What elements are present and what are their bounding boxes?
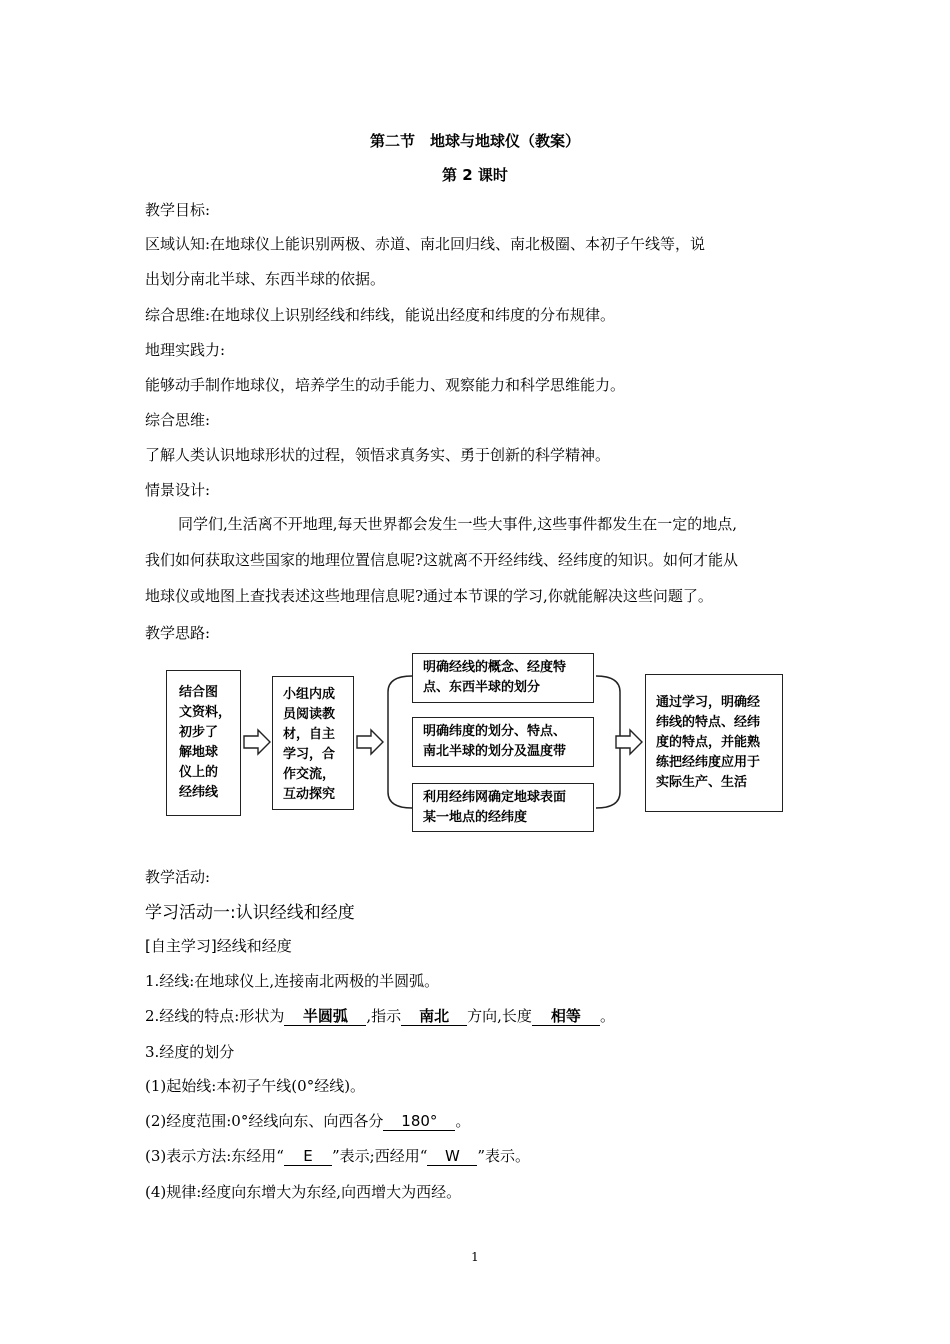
- objective-practice: 能够动手制作地球仪，培养学生的动手能力、观察能力和科学思维能力。: [145, 376, 626, 394]
- flow-box-longitude-line: 明确经线的概念、经度特: [423, 660, 567, 675]
- flow-box-latitude: [412, 717, 594, 767]
- flow-arrow-1-icon: [242, 727, 272, 757]
- item-3-3: [145, 1145, 530, 1166]
- item-3-3-prefix: (3)表示方法:东经用“: [145, 1147, 284, 1165]
- item-3: 3.经度的划分: [145, 1043, 235, 1061]
- flow-box-outcome-line: 练把经纬度应用于: [656, 755, 761, 770]
- activities-heading: 教学活动:: [145, 868, 211, 886]
- item-3-2-end: 。: [455, 1112, 471, 1130]
- flow-box-step2-line: 互动探究: [283, 787, 336, 802]
- objective-thinking2: 了解人类认识地球形状的过程，领悟求真务实、勇于创新的科学精神。: [145, 446, 611, 464]
- thinking2-heading: 综合思维:: [145, 411, 211, 429]
- item-2-end: 。: [599, 1007, 615, 1025]
- item-2-prefix: 2.经线的特点:形状为: [145, 1007, 285, 1025]
- item-3-3-end: ”表示。: [477, 1147, 531, 1165]
- flow-box-step2-line: 材，自主: [283, 727, 336, 742]
- item-2: [145, 1005, 615, 1026]
- document-title: 第二节 地球与地球仪（教案）: [369, 132, 580, 150]
- flow-box-step2-line: 小组内成: [283, 687, 336, 702]
- lesson-subtitle: 第 2 课时: [442, 166, 508, 184]
- flow-box-coordinates: [412, 783, 594, 832]
- flow-box-outcome: [645, 674, 783, 812]
- flow-box-outcome-line: 度的特点，并能熟: [656, 735, 761, 750]
- scenario-line2: 我们如何获取这些国家的地理位置信息呢?这就离不开经纬线、经纬度的知识。如何才能从: [145, 551, 739, 569]
- answer-blank-range: 180°: [383, 1113, 455, 1131]
- objectives-heading: 教学目标:: [145, 201, 211, 219]
- flow-box-step2: [272, 676, 354, 810]
- answer-blank-shape: 半圆弧: [284, 1008, 366, 1026]
- flow-box-step1: [166, 670, 241, 816]
- answer-blank-length: 相等: [532, 1008, 600, 1026]
- flow-box-coordinates-line: 利用经纬网确定地球表面: [423, 790, 567, 805]
- scenario-heading: 情景设计:: [145, 481, 211, 499]
- answer-blank-east: E: [284, 1148, 332, 1166]
- flow-box-step2-line: 学习，合: [283, 747, 336, 762]
- flow-box-step1-line: 仪上的: [179, 765, 219, 780]
- flow-box-longitude-line: 点、东西半球的划分: [423, 680, 541, 695]
- item-3-4: (4)规律:经度向东增大为东经,向西增大为西经。: [145, 1183, 462, 1201]
- practice-heading: 地理实践力:: [145, 341, 226, 359]
- scenario-line3: 地球仪或地图上查找表述这些地理信息呢?通过本节课的学习,你就能解决这些问题了。: [145, 587, 713, 605]
- flow-arrow-3-icon: [614, 727, 644, 757]
- flow-box-outcome-line: 通过学习，明确经: [656, 695, 761, 710]
- answer-blank-direction: 南北: [401, 1008, 467, 1026]
- flow-box-latitude-line: 南北半球的划分及温度带: [423, 744, 567, 759]
- objective-region-line1: 区域认知:在地球仪上能识别两极、赤道、南北回归线、南北极圈、本初子午线等，说: [145, 235, 706, 253]
- flow-box-longitude: [412, 653, 594, 703]
- scenario-line1: 同学们,生活离不开地理,每天世界都会发生一些大事件,这些事件都发生在一定的地点,: [178, 515, 738, 533]
- page-number: 1: [471, 1250, 479, 1264]
- item-3-2: [145, 1110, 470, 1131]
- flow-box-step1-line: 结合图: [179, 685, 219, 700]
- item-2-mid2: 方向,长度: [467, 1007, 532, 1025]
- self-study-heading: [自主学习]经线和经度: [145, 937, 292, 955]
- flow-box-step2-line: 作交流，: [283, 767, 336, 782]
- flow-box-step1-line: 经纬线: [179, 785, 219, 800]
- objective-region-line2: 出划分南北半球、东西半球的依据。: [145, 270, 386, 288]
- flow-box-step2-line: 员阅读教: [283, 707, 336, 722]
- flow-box-step1-line: 解地球: [179, 745, 219, 760]
- item-3-1: (1)起始线:本初子午线(0°经线)。: [145, 1077, 366, 1095]
- flow-box-outcome-line: 纬线的特点、经纬: [656, 715, 761, 730]
- flow-box-coordinates-line: 某一地点的经纬度: [423, 810, 528, 825]
- objective-thinking: 综合思维:在地球仪上识别经线和纬线，能说出经度和纬度的分布规律。: [145, 306, 616, 324]
- flow-box-step1-line: 文资料，: [179, 705, 232, 720]
- item-1: 1.经线:在地球仪上,连接南北两极的半圆弧。: [145, 972, 440, 990]
- approach-heading: 教学思路:: [145, 624, 211, 642]
- activity1-title: 学习活动一:认识经线和经度: [145, 903, 355, 923]
- answer-blank-west: W: [427, 1148, 477, 1166]
- item-3-2-prefix: (2)经度范围:0°经线向东、向西各分: [145, 1112, 384, 1130]
- item-3-3-mid: ”表示;西经用“: [331, 1147, 428, 1165]
- flow-box-outcome-line: 实际生产、生活: [656, 775, 748, 790]
- flow-box-latitude-line: 明确纬度的划分、特点、: [423, 724, 567, 739]
- item-2-mid1: ,指示: [366, 1007, 402, 1025]
- flow-arrow-2-icon: [355, 727, 385, 757]
- flow-box-step1-line: 初步了: [179, 725, 219, 740]
